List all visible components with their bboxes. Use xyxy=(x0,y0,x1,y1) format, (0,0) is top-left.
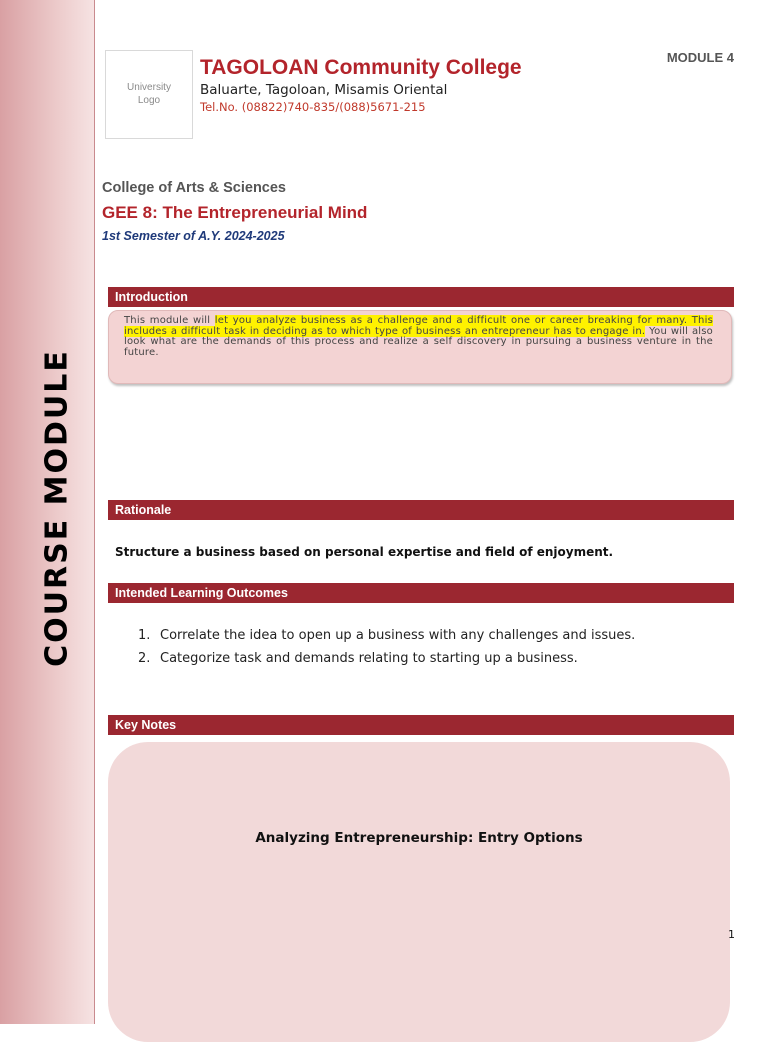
key-notes-box xyxy=(108,742,730,1042)
intro-text-end: You will also look what are the demands of this process and realize a self discovery in pursuing a business venture in the future. xyxy=(124,325,714,358)
outcome-item xyxy=(138,628,635,643)
college-address: Baluarte, Tagoloan, Misamis Oriental xyxy=(200,82,448,98)
introduction-heading: Introduction xyxy=(108,287,734,307)
rationale-text: Structure a business based on personal expertise and field of enjoyment. xyxy=(115,545,614,559)
university-logo-placeholder xyxy=(105,50,193,139)
intro-text-start: This module will xyxy=(124,315,215,326)
logo-line-2: Logo xyxy=(137,94,161,106)
logo-line-1: University xyxy=(127,82,171,93)
intro-highlight-2: This includes a difficult task in deciding as to which type of business an entrepreneur has to engage in. xyxy=(124,315,713,337)
outcome-text: Correlate the idea to open up a business with any challenges and issues. xyxy=(160,628,636,643)
outcome-item xyxy=(138,651,578,666)
semester-label: 1st Semester of A.Y. 2024-2025 xyxy=(102,229,285,243)
rationale-heading: Rationale xyxy=(108,500,734,520)
module-number: MODULE 4 xyxy=(666,50,734,65)
introduction-text-box xyxy=(108,310,732,384)
sidebar-label: COURSE MODULE xyxy=(39,349,75,667)
outcome-number: 2. xyxy=(138,651,151,666)
department-name: College of Arts & Sciences xyxy=(102,180,286,196)
sidebar-band xyxy=(0,0,95,1024)
key-notes-title: Analyzing Entrepreneurship: Entry Options xyxy=(255,830,583,846)
key-notes-heading: Key Notes xyxy=(108,715,734,735)
outcome-text: Categorize task and demands relating to starting up a business. xyxy=(160,651,578,666)
outcomes-heading: Intended Learning Outcomes xyxy=(108,583,734,603)
outcome-number: 1. xyxy=(138,628,151,643)
college-name: TAGOLOAN Community College xyxy=(200,56,522,79)
college-telephone: Tel.No. (08822)740-835/(088)5671-215 xyxy=(200,100,426,114)
intro-highlight-1: let you analyze business as a challenge and a difficult one or career breaking for many. xyxy=(214,315,692,326)
page-number: 1 xyxy=(728,928,735,941)
course-title: GEE 8: The Entrepreneurial Mind xyxy=(102,203,368,222)
